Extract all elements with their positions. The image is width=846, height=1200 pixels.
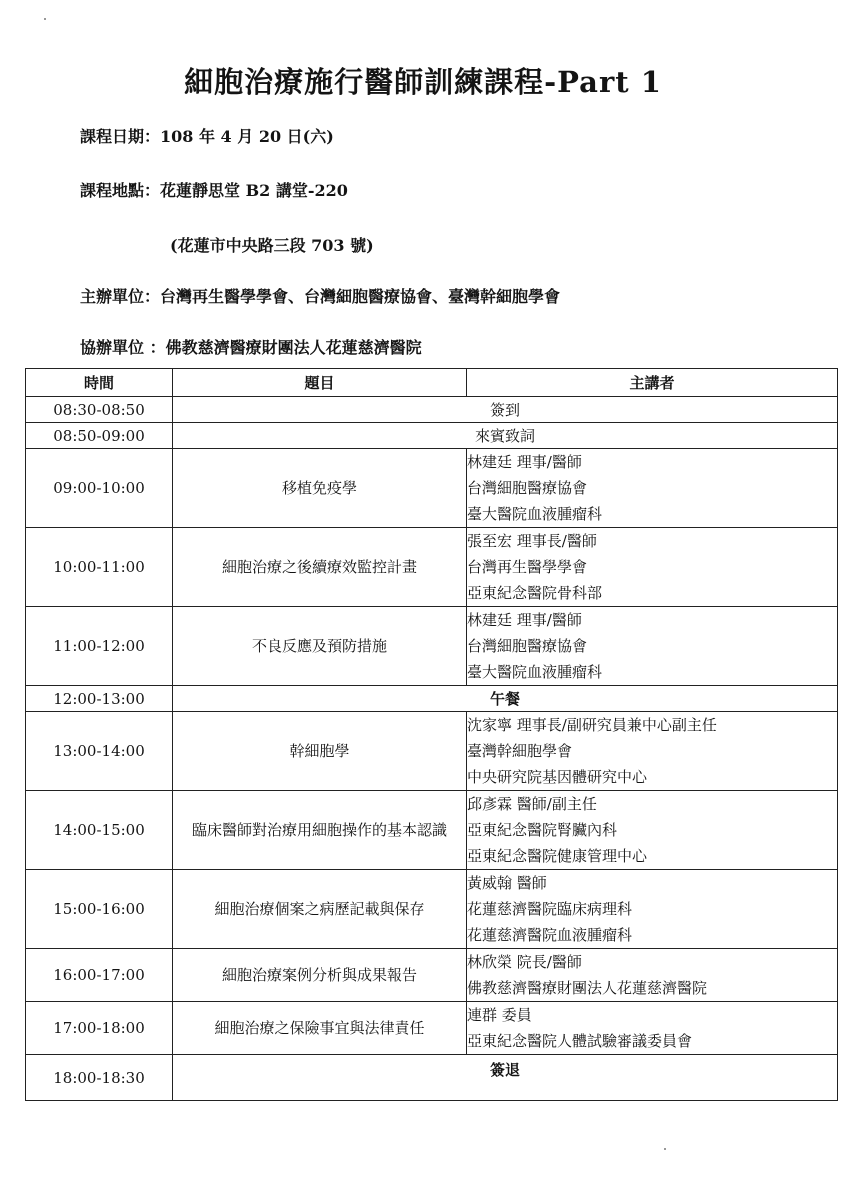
speaker-line: 台灣細胞醫療協會 bbox=[467, 637, 588, 655]
session-label: 午餐 bbox=[173, 686, 838, 712]
topic-cell: 移植免疫學 bbox=[173, 449, 467, 528]
speaker-line: 張至宏 理事長/醫師 bbox=[467, 532, 597, 550]
speaker-line: 亞東紀念醫院人體試驗審議委員會 bbox=[467, 1032, 693, 1050]
venue-address: (花蓮市中央路三段 703 號) bbox=[170, 236, 374, 255]
table-row bbox=[26, 870, 838, 949]
time-cell: 09:00-10:00 bbox=[26, 449, 173, 528]
speaker-line: 林欣榮 院長/醫師 bbox=[467, 953, 582, 971]
topic-cell: 細胞治療之保險事宜與法律責任 bbox=[173, 1002, 467, 1055]
speaker-line: 林建廷 理事/醫師 bbox=[467, 611, 582, 629]
schedule-table bbox=[25, 368, 838, 1101]
venue-label: 課程地點： bbox=[80, 181, 161, 200]
table-row bbox=[26, 423, 838, 449]
speaker-line: 花蓮慈濟醫院臨床病理科 bbox=[467, 900, 633, 918]
speaker-line: 佛教慈濟醫療財團法人花蓮慈濟醫院 bbox=[467, 979, 708, 997]
table-row bbox=[26, 949, 838, 1002]
table-row bbox=[26, 607, 838, 686]
page-title: 細胞治療施行醫師訓練課程-Part 1 bbox=[184, 65, 662, 99]
session-label: 簽退 bbox=[173, 1055, 838, 1101]
organizer bbox=[80, 284, 560, 307]
date-value: 108 年 4 月 20 日(六) bbox=[160, 127, 334, 146]
time-cell: 17:00-18:00 bbox=[26, 1002, 173, 1055]
speaker-line: 花蓮慈濟醫院血液腫瘤科 bbox=[467, 926, 633, 944]
time-cell: 10:00-11:00 bbox=[26, 528, 173, 607]
date-label: 課程日期： bbox=[80, 127, 161, 146]
time-cell: 12:00-13:00 bbox=[26, 686, 173, 712]
table-row bbox=[26, 1055, 838, 1101]
speaker-line: 臺大醫院血液腫瘤科 bbox=[467, 663, 603, 681]
speaker-line: 沈家寧 理事長/副研究員兼中心副主任 bbox=[467, 716, 717, 734]
speaker-line: 連群 委員 bbox=[467, 1006, 532, 1024]
topic-cell: 不良反應及預防措施 bbox=[173, 607, 467, 686]
speaker-line: 台灣細胞醫療協會 bbox=[467, 479, 588, 497]
topic-cell: 細胞治療案例分析與成果報告 bbox=[173, 949, 467, 1002]
co-organizer bbox=[80, 335, 422, 358]
table-row bbox=[26, 1002, 838, 1055]
time-cell: 18:00-18:30 bbox=[26, 1055, 173, 1101]
speaker-line: 亞東紀念醫院健康管理中心 bbox=[467, 847, 648, 865]
time-cell: 15:00-16:00 bbox=[26, 870, 173, 949]
speaker-cell bbox=[467, 528, 838, 607]
organizer-value: 台灣再生醫學學會、台灣細胞醫療協會、臺灣幹細胞學會 bbox=[160, 287, 561, 306]
topic-cell: 細胞治療之後續療效監控計畫 bbox=[173, 528, 467, 607]
scan-speck bbox=[44, 18, 46, 20]
time-cell: 14:00-15:00 bbox=[26, 791, 173, 870]
speaker-cell bbox=[467, 870, 838, 949]
time-cell: 16:00-17:00 bbox=[26, 949, 173, 1002]
co-organizer-value: 佛教慈濟醫療財團法人花蓮慈濟醫院 bbox=[165, 338, 422, 357]
time-cell: 08:30-08:50 bbox=[26, 397, 173, 423]
header-speaker: 主講者 bbox=[467, 369, 838, 397]
speaker-cell bbox=[467, 712, 838, 791]
speaker-line: 亞東紀念醫院腎臟內科 bbox=[467, 821, 618, 839]
speaker-cell bbox=[467, 949, 838, 1002]
speaker-line: 黃威翰 醫師 bbox=[467, 874, 547, 892]
speaker-cell bbox=[467, 1002, 838, 1055]
scan-speck bbox=[664, 1148, 666, 1150]
table-row bbox=[26, 528, 838, 607]
co-organizer-label: 協辦單位 ： bbox=[80, 338, 166, 357]
course-venue bbox=[80, 178, 348, 201]
topic-cell: 幹細胞學 bbox=[173, 712, 467, 791]
venue-value: 花蓮靜思堂 B2 講堂-220 bbox=[160, 181, 348, 200]
time-cell: 13:00-14:00 bbox=[26, 712, 173, 791]
session-label: 簽到 bbox=[173, 397, 838, 423]
table-row bbox=[26, 791, 838, 870]
schedule-body bbox=[26, 397, 838, 1101]
time-cell: 11:00-12:00 bbox=[26, 607, 173, 686]
table-header-row bbox=[26, 369, 838, 397]
course-date bbox=[80, 124, 334, 147]
organizer-label: 主辦單位： bbox=[80, 287, 161, 306]
header-topic: 題目 bbox=[173, 369, 467, 397]
speaker-cell bbox=[467, 791, 838, 870]
speaker-cell bbox=[467, 449, 838, 528]
speaker-line: 台灣再生醫學學會 bbox=[467, 558, 588, 576]
speaker-line: 邱彥霖 醫師/副主任 bbox=[467, 795, 597, 813]
speaker-line: 中央研究院基因體研究中心 bbox=[467, 768, 648, 786]
table-row bbox=[26, 397, 838, 423]
header-time: 時間 bbox=[26, 369, 173, 397]
speaker-cell bbox=[467, 607, 838, 686]
topic-cell: 細胞治療個案之病歷記載與保存 bbox=[173, 870, 467, 949]
table-row bbox=[26, 686, 838, 712]
table-row bbox=[26, 712, 838, 791]
table-row bbox=[26, 449, 838, 528]
speaker-line: 臺灣幹細胞學會 bbox=[467, 742, 573, 760]
speaker-line: 亞東紀念醫院骨科部 bbox=[467, 584, 603, 602]
session-label: 來賓致詞 bbox=[173, 423, 838, 449]
speaker-line: 林建廷 理事/醫師 bbox=[467, 453, 582, 471]
time-cell: 08:50-09:00 bbox=[26, 423, 173, 449]
speaker-line: 臺大醫院血液腫瘤科 bbox=[467, 505, 603, 523]
topic-cell: 臨床醫師對治療用細胞操作的基本認識 bbox=[173, 791, 467, 870]
